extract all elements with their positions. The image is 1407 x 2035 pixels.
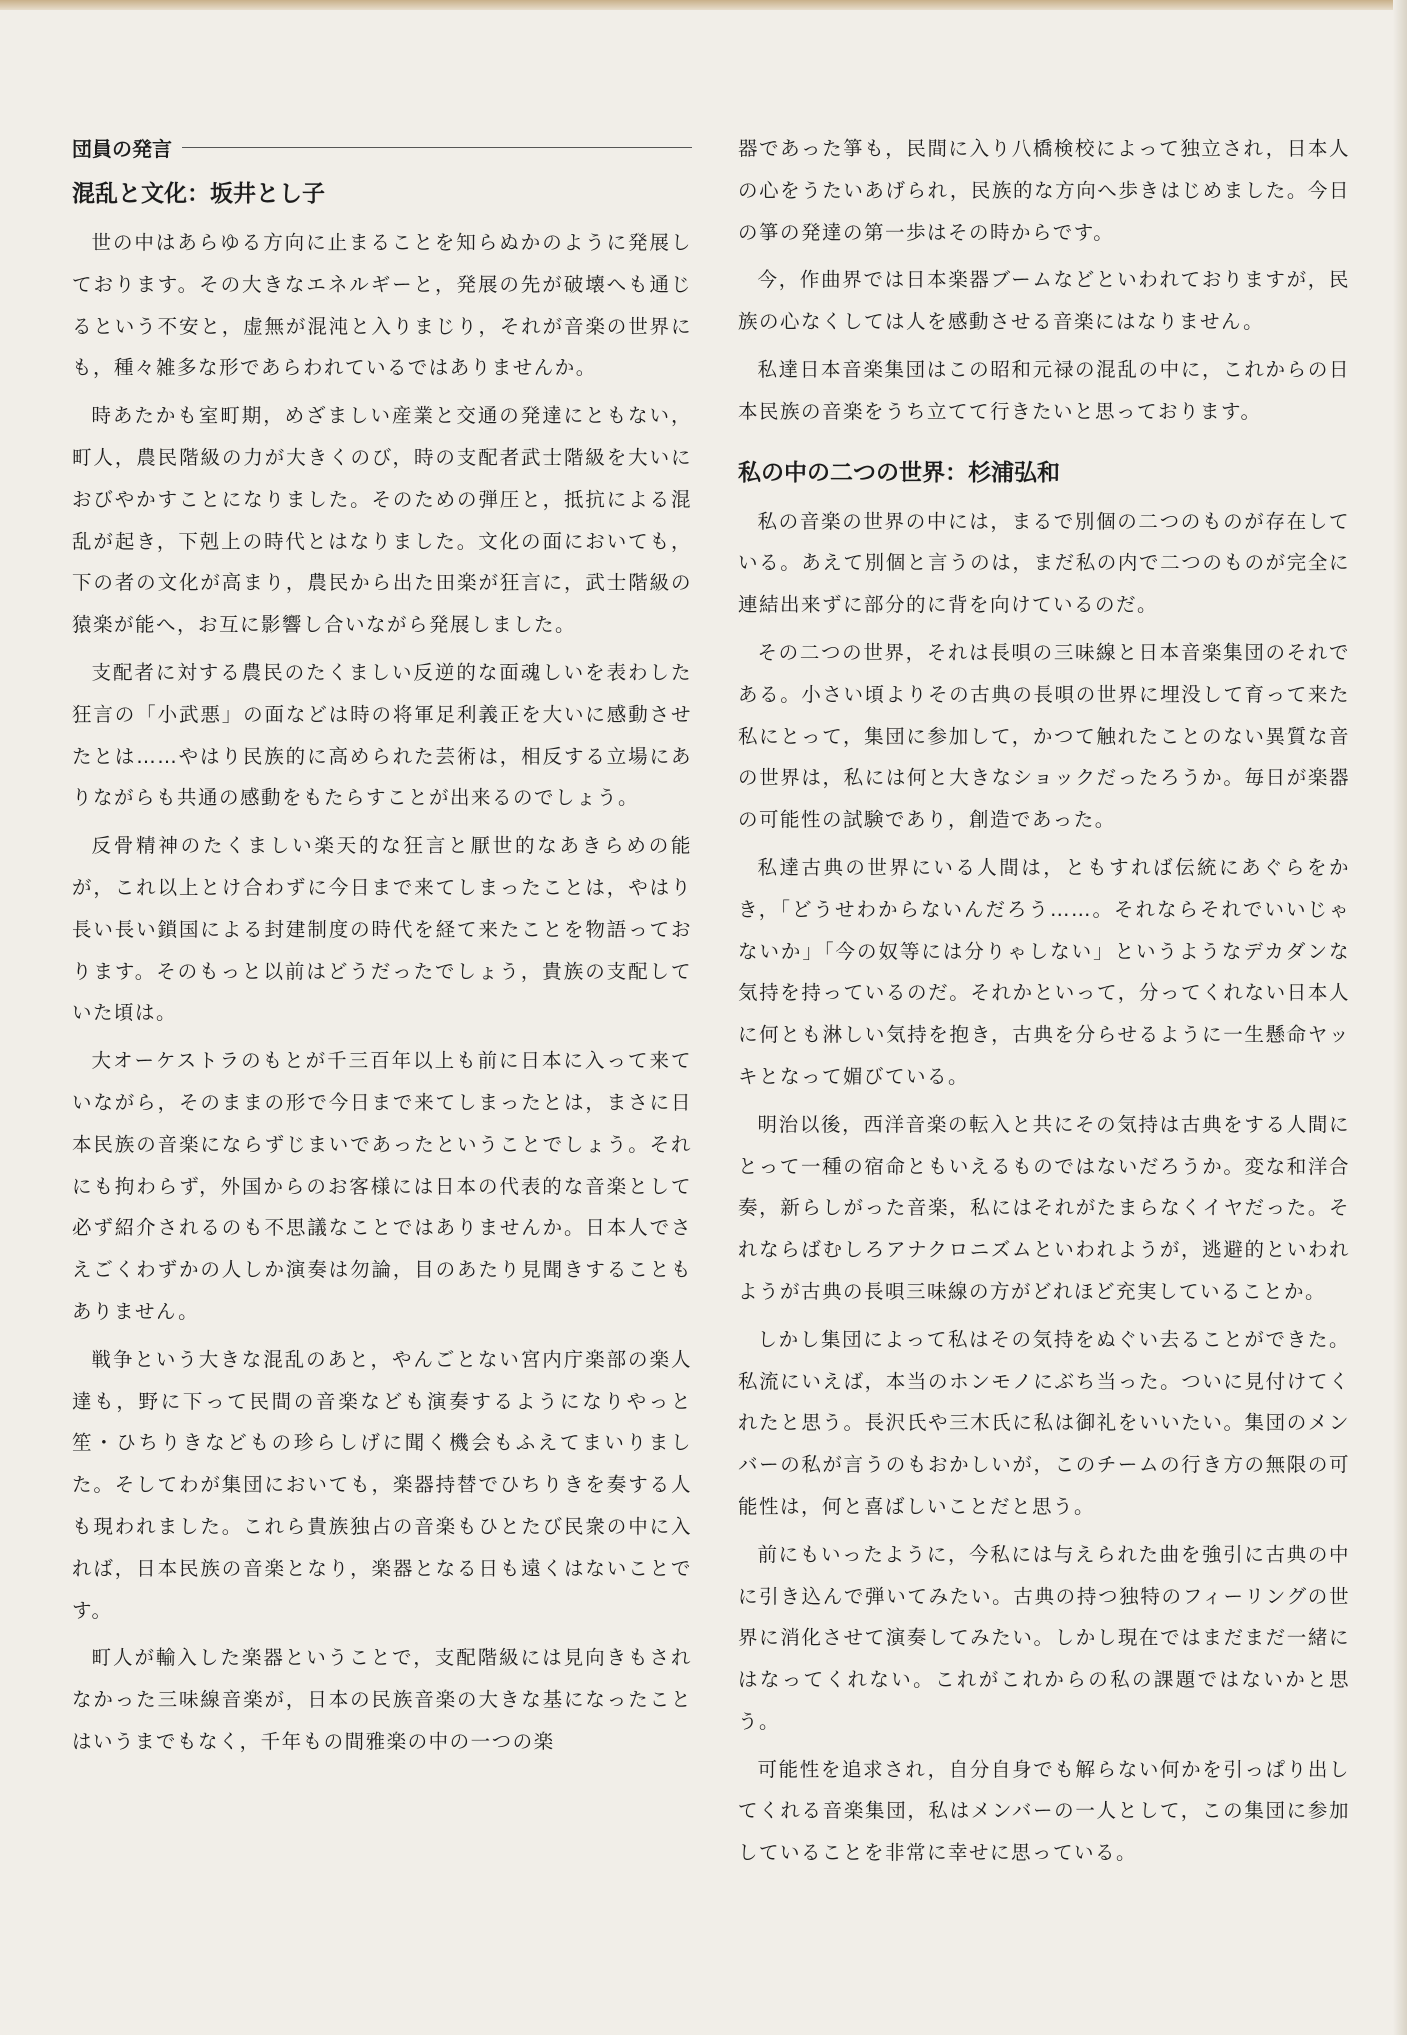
paragraph: 町人が輸入した楽器ということで，支配階級には見向きもされなかった三味線音楽が，日本の民族音楽の大きな基になったことはいうまでもなく，千年もの間雅楽の中の一つの楽 (72, 1646, 692, 1753)
paragraph: 世の中はあらゆる方向に止まることを知らぬかのように発展しております。その大きなエネルギーと，発展の先が破壊へも通じるという不安と，虚無が混沌と入りまじり，それが音楽の世界にも，種々雑多な形であらわれているではありませんか。 (72, 231, 692, 380)
paragraph: 可能性を追求され，自分自身でも解らない何かを引っぱり出してくれる音楽集団，私はメンバーの一人として，この集団に参加していることを非常に幸せに思っている。 (738, 1757, 1350, 1865)
section-label: 団員の発言 (72, 136, 172, 161)
paragraph: 今，作曲界では日本楽器ブームなどといわれておりますが，民族の心なくしては人を感動させる音楽にはなりません。 (738, 268, 1350, 334)
paragraph: 戦争という大きな混乱のあと，やんごとない宮内庁楽部の楽人達も，野に下って民間の音楽なども演奏するようになりやっと笙・ひちりきなどもの珍らしげに聞く機会もふえてまいりました。そしてわが集団においても，楽器持替でひちりきを奏する人も現われました。これら貴族独占の音楽もひとたび民衆の中に入れば，日本民族の音楽となり，楽器となる日も遠くはないことです。 (72, 1347, 692, 1622)
section-rule (182, 147, 692, 148)
right-column (738, 128, 1350, 1880)
paragraph: 大オーケストラのもとが千三百年以上も前に日本に入って来ていながら，そのままの形で今日まで来てしまったとは，まさに日本民族の音楽にならずじまいであったということでしょう。それにも拘わらず，外国からのお客様には日本の代表的な音楽として必ず紹介されるのも不思議なことではありませんか。日本人でさえごくわずかの人しか演奏は勿論，目のあたり見聞きすることもありません。 (72, 1049, 692, 1323)
paragraph: 支配者に対する農民のたくましい反逆的な面魂しいを表わした狂言の「小武悪」の面などは時の将軍足利義正を大いに感動させたとは……やはり民族的に高められた芸術は，相反する立場にありながらも共通の感動をもたらすことが出来るのでしょう。 (72, 660, 692, 810)
paragraph: 明治以後，西洋音楽の転入と共にその気持は古典をする人間にとって一種の宿命ともいえるものではないだろうか。変な和洋合奏，新らしがった音楽，私にはそれがたまらなくイヤだった。それならばむしろアナクロニズムといわれようが，逃避的といわれようが古典の長唄三味線の方がどれほど充実していることか。 (738, 1112, 1350, 1303)
page-top-edge (0, 0, 1407, 10)
left-column (72, 128, 692, 1769)
paragraph: 反骨精神のたくましい楽天的な狂言と厭世的なあきらめの能が，これ以上とけ合わずに今日まで来てしまったことは，やはり長い長い鎖国による封建制度の時代を経て来たことを物語っております。そのもっと以前はどうだったでしょう，貴族の支配していた頃は。 (72, 834, 692, 1025)
article-title-sugiura: 私の中の二つの世界：杉浦弘和 (738, 459, 1060, 486)
page-right-edge (1393, 0, 1407, 2035)
section-header (72, 128, 692, 166)
paragraph: 時あたかも室町期，めざましい産業と交通の発達にともない，町人，農民階級の力が大きくのび，時の支配者武士階級を大いにおびやかすことになりました。そのための弾圧と，抵抗による混乱が起き，下剋上の時代とはなりました。文化の面においても，下の者の文化が高まり，農民から出た田楽が狂言に，武士階級の猿楽が能へ，お互に影響し合いながら発展しました。 (72, 404, 692, 637)
paragraph: 私達日本音楽集団はこの昭和元禄の混乱の中に，これからの日本民族の音楽をうち立てて行きたいと思っております。 (738, 357, 1350, 423)
paragraph: 私達古典の世界にいる人間は，ともすれば伝統にあぐらをかき，「どうせわからないんだろう……。それならそれでいいじゃないか」「今の奴等には分りゃしない」というようなデカダンな気持を持っているのだ。それかといって，分ってくれない日本人に何とも淋しい気持を抱き，古典を分らせるように一生懸命ヤッキとなって媚びている。 (738, 855, 1350, 1088)
paragraph: しかし集団によって私はその気持をぬぐい去ることができた。私流にいえば，本当のホンモノにぶち当った。ついに見付けてくれたと思う。長沢氏や三木氏に私は御礼をいいたい。集団のメンバーの私が言うのもおかしいが，このチームの行き方の無限の可能性は，何と喜ばしいことだと思う。 (738, 1327, 1350, 1518)
paragraph: 前にもいったように，今私には与えられた曲を強引に古典の中に引き込んで弾いてみたい。古典の持つ独特のフィーリングの世界に消化させて演奏してみたい。しかし現在ではまだまだ一緒にはなってくれない。これがこれからの私の課題ではないかと思う。 (738, 1542, 1350, 1733)
paragraph: その二つの世界，それは長唄の三味線と日本音楽集団のそれである。小さい頃よりその古典の長唄の世界に埋没して育って来た私にとって，集団に参加して，かつて触れたことのない異質な音の世界は，私には何と大きなショックだったろうか。毎日が楽器の可能性の試験であり，創造であった。 (738, 640, 1350, 832)
paragraph: 私の音楽の世界の中には，まるで別個の二つのものが存在している。あえて別個と言うのは，まだ私の内で二つのものが完全に連結出来ずに部分的に背を向けているのだ。 (738, 509, 1350, 617)
article-title-sakai: 混乱と文化：坂井とし子 (72, 181, 325, 207)
continued-paragraph: 器であった箏も，民間に入り八橋検校によって独立され，日本人の心をうたいあげられ，民族的な方向へ歩きはじめました。今日の箏の発達の第一歩はその時からです。 (738, 137, 1350, 244)
